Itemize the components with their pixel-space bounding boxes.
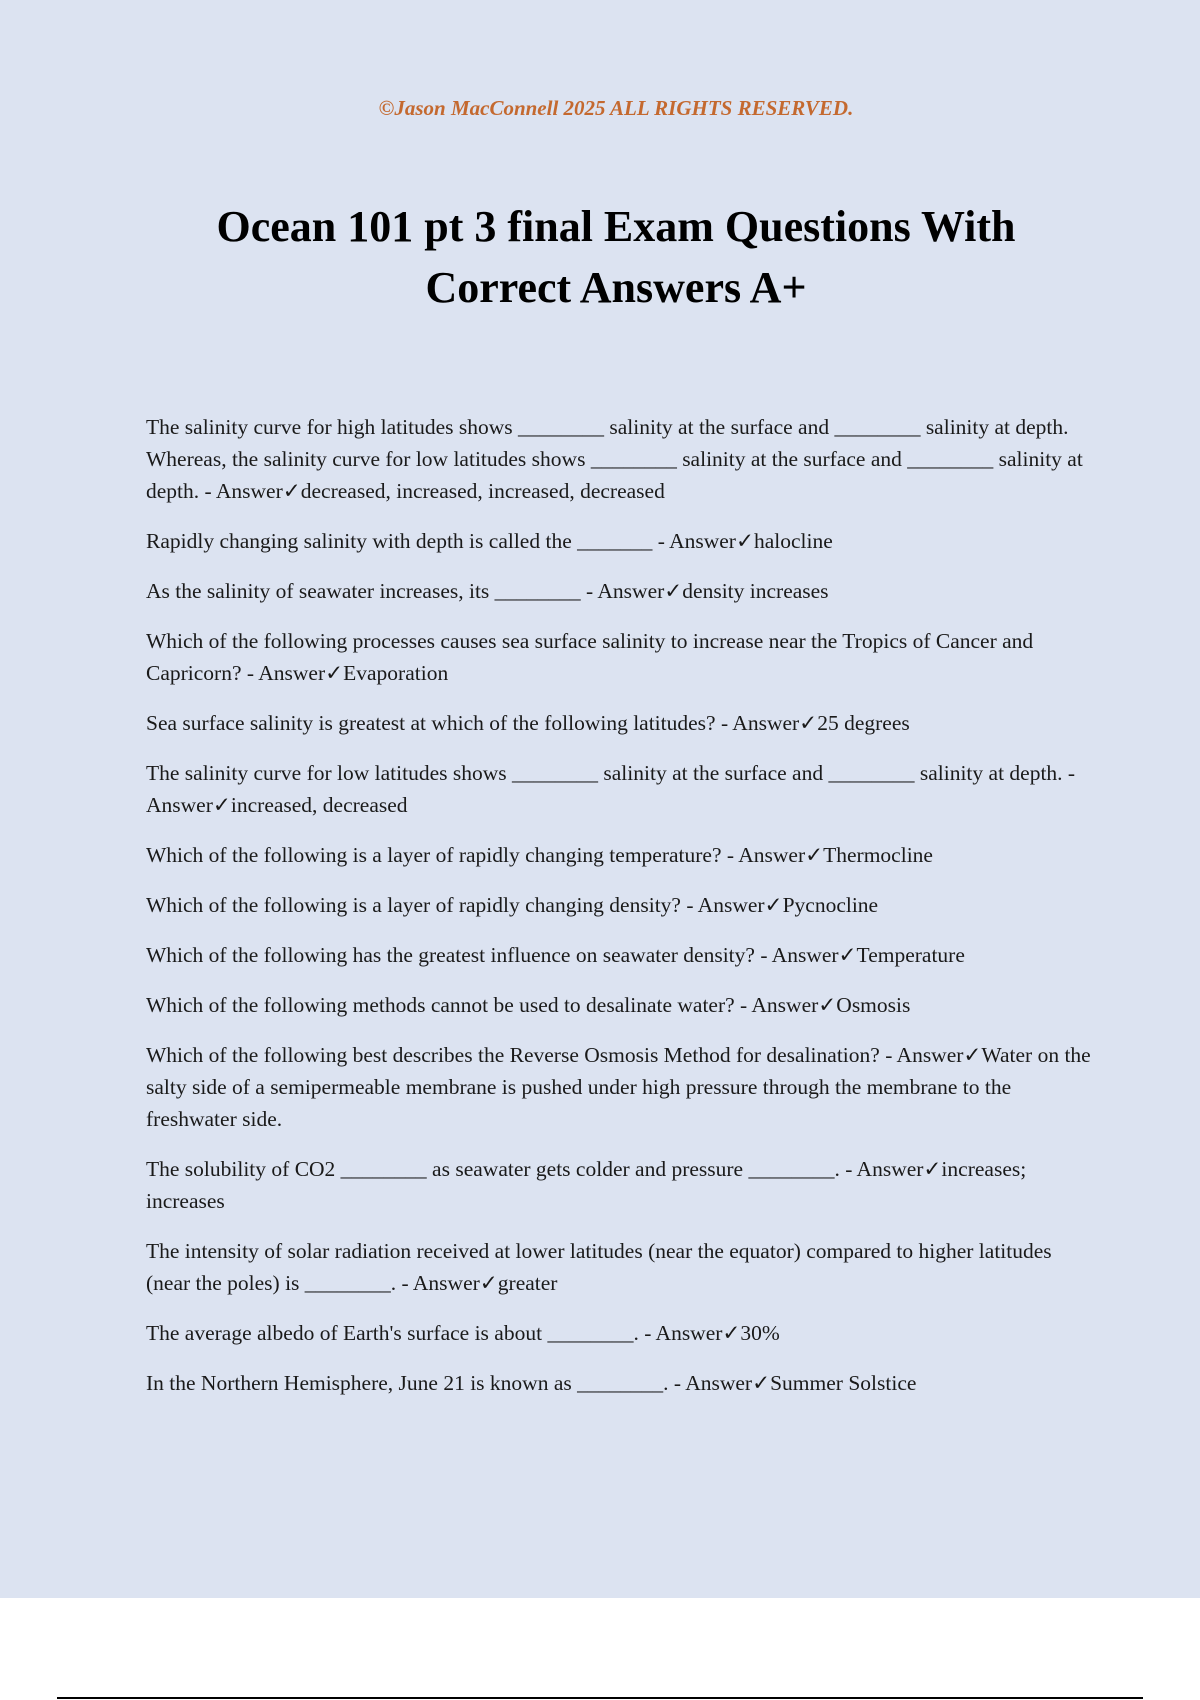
- page-divider: [57, 1697, 1143, 1699]
- qa-item: As the salinity of seawater increases, its ________ - Answer✓density increases: [146, 579, 829, 603]
- title-line-1: Ocean 101 pt 3 final Exam Questions With: [216, 202, 1016, 251]
- title-line-2: Correct Answers A+: [425, 263, 807, 312]
- qa-list: [146, 411, 1096, 1417]
- qa-item: Which of the following best describes the Reverse Osmosis Method for desalination? - Answer✓Water on the salty side of a semipermeable membrane is pushed under high pressure through the membrane to the freshwater side.: [146, 1043, 1091, 1131]
- qa-item: The solubility of CO2 ________ as seawater gets colder and pressure ________. - Answer✓increases; increases: [146, 1157, 1027, 1213]
- qa-item: Rapidly changing salinity with depth is called the _______ - Answer✓halocline: [146, 529, 833, 553]
- qa-item: Which of the following processes causes sea surface salinity to increase near the Tropics of Cancer and Capricorn? - Answer✓Evaporation: [146, 629, 1034, 685]
- qa-item: Sea surface salinity is greatest at which of the following latitudes? - Answer✓25 degrees: [146, 711, 910, 735]
- qa-item: The salinity curve for low latitudes shows ________ salinity at the surface and ________ salinity at depth. - Answer✓increased, decreased: [146, 761, 1076, 817]
- qa-item: Which of the following is a layer of rapidly changing density? - Answer✓Pycnocline: [146, 893, 879, 917]
- document-title: [0, 196, 1200, 318]
- qa-item: Which of the following is a layer of rapidly changing temperature? - Answer✓Thermocline: [146, 843, 933, 867]
- qa-item: Which of the following methods cannot be used to desalinate water? - Answer✓Osmosis: [146, 993, 911, 1017]
- qa-item: Which of the following has the greatest influence on seawater density? - Answer✓Temperature: [146, 943, 965, 967]
- copyright-notice: ©Jason MacConnell 2025 ALL RIGHTS RESERVED.: [378, 96, 854, 120]
- qa-item: The salinity curve for high latitudes shows ________ salinity at the surface and ________ salinity at depth. Whereas, the salinity curve for low latitudes shows ________ salinity at the surface and ________ salinity at depth. - Answer✓decreased, increased, increased, decreased: [146, 415, 1083, 503]
- qa-item: The intensity of solar radiation received at lower latitudes (near the equator) compared to higher latitudes (near the poles) is ________. - Answer✓greater: [146, 1239, 1052, 1295]
- qa-item: In the Northern Hemisphere, June 21 is known as ________. - Answer✓Summer Solstice: [146, 1371, 917, 1395]
- qa-item: The average albedo of Earth's surface is about ________. - Answer✓30%: [146, 1321, 780, 1345]
